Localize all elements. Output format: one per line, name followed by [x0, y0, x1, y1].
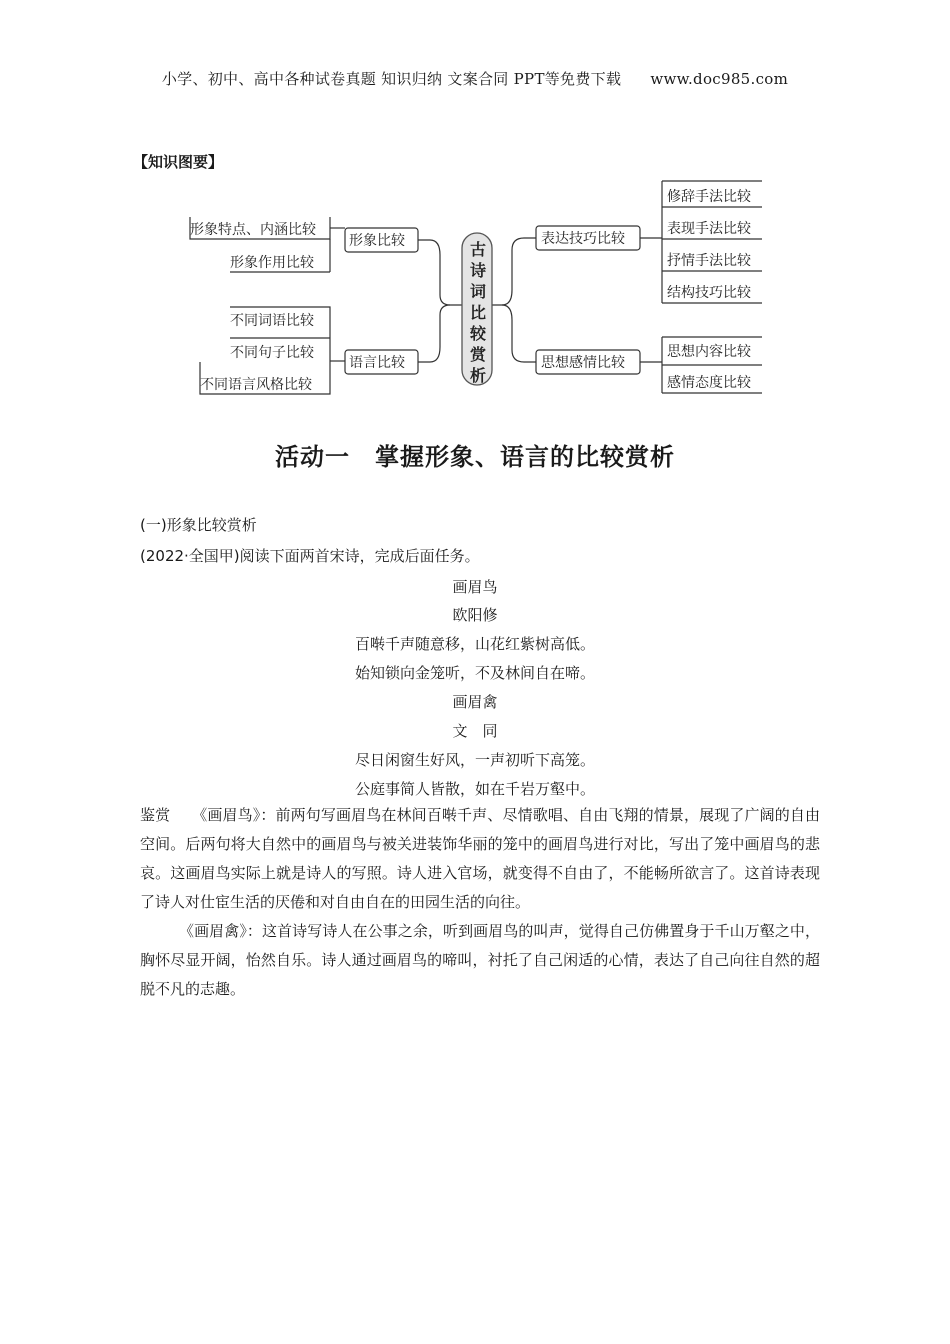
section-tag: 【知识图要】	[133, 153, 224, 171]
svg-text:赏: 赏	[470, 345, 487, 364]
leaf-diff-words: 不同词语比较	[230, 313, 314, 329]
connector-right-top	[492, 238, 536, 305]
leaf-expression: 表现手法比较	[667, 221, 751, 237]
leaf-rhetoric: 修辞手法比较	[667, 189, 751, 205]
leaf-structure: 结构技巧比较	[667, 285, 751, 301]
appreciation-text-1: 《画眉鸟》：前两句写画眉鸟在林间百啭千声、尽情歌唱、自由飞翔的情景，展现了广阔的自由空间。后两句将大自然中的画眉鸟与被关进装饰华丽的笼中的画眉鸟进行对比，写出了笼中画眉鸟的悲哀。这画眉鸟实际上就是诗人的写照。诗人进入官场，就变得不自由了，不能畅所欲言了。这首诗表现了诗人对仕宦生活的厌倦和对自由自在的田园生活的向往。	[140, 806, 820, 911]
header-site: www.doc985.com	[650, 70, 789, 88]
node-image-compare: 形象比较	[349, 233, 405, 249]
node-language-compare: 语言比较	[349, 355, 405, 371]
connector-left-top	[418, 240, 462, 305]
question-text: (2022·全国甲)阅读下面两首宋诗，完成后面任务。	[140, 547, 480, 565]
poem-2-line-2: 公庭事简人皆散，如在千岩万壑中。	[354, 780, 595, 798]
node-technique-compare: 表达技巧比较	[541, 231, 625, 247]
knowledge-mindmap	[180, 175, 780, 400]
svg-text:词: 词	[470, 282, 487, 301]
subsection-heading: (一)形象比较赏析	[140, 516, 257, 534]
poem-1-line-2: 始知锁向金笼听，不及林间自在啼。	[354, 664, 595, 682]
appreciation-paragraph-1	[140, 801, 820, 917]
left-leaf-lines	[190, 217, 345, 394]
leaf-image-features: 形象特点、内涵比较	[190, 222, 316, 238]
leaf-image-function: 形象作用比较	[230, 255, 314, 271]
svg-text:较: 较	[470, 324, 487, 343]
svg-text:古: 古	[470, 240, 487, 259]
node-emotion-compare: 思想感情比较	[541, 355, 625, 371]
poem-2-title: 画眉禽	[452, 693, 498, 711]
leaf-thought: 思想内容比较	[667, 344, 751, 360]
connector-right-bottom	[502, 305, 536, 362]
page-header	[0, 68, 950, 89]
appreciation-label: 鉴赏	[140, 806, 171, 824]
poem-1-author: 欧阳修	[452, 606, 498, 624]
leaf-diff-sentences: 不同句子比较	[230, 345, 314, 361]
poem-2-line-1: 尽日闲窗生好风，一声初听下高笼。	[354, 751, 595, 769]
poem-2-author: 文 同	[452, 722, 498, 740]
connector-left-bottom	[418, 305, 450, 362]
header-text: 小学、初中、高中各种试卷真题 知识归纳 文案合同 PPT等免费下载	[161, 70, 622, 88]
svg-text:诗: 诗	[470, 261, 487, 280]
center-title	[469, 240, 487, 385]
leaf-lyrical: 抒情手法比较	[667, 253, 751, 269]
activity-title: 活动一 掌握形象、语言的比较赏析	[275, 443, 675, 471]
poem-1-line-1: 百啭千声随意移，山花红紫树高低。	[354, 635, 595, 653]
leaf-attitude: 感情态度比较	[667, 375, 751, 391]
svg-text:比: 比	[470, 303, 487, 322]
leaf-diff-styles: 不同语言风格比较	[200, 377, 312, 393]
appreciation-paragraph-2: 《画眉禽》：这首诗写诗人在公事之余，听到画眉鸟的叫声，觉得自己仿佛置身于千山万壑之中，胸怀尽显开阔，怡然自乐。诗人通过画眉鸟的啼叫，衬托了自己闲适的心情，表达了自己向往自然的超脱不凡的志趣。	[140, 922, 820, 998]
poem-1-title: 画眉鸟	[452, 578, 498, 596]
svg-text:析: 析	[470, 366, 487, 385]
